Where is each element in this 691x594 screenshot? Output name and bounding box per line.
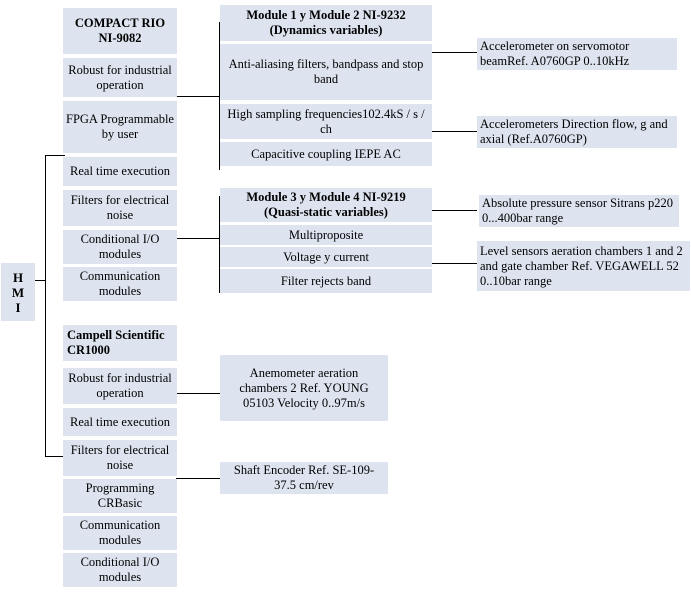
sensor-accelerometer-beam: Accelerometer on servomotor beamRef. A0760GP 0..10kHz (477, 38, 677, 70)
campbell-item-filters: Filters for electrical noise (63, 440, 177, 476)
campbell-title-box: Campell Scientific CR1000 (63, 325, 177, 361)
module12-item-sampling: High sampling frequencies102.4kS / s / ch (220, 104, 432, 139)
hmi-letter-m: M (11, 284, 25, 300)
link-to-accelerometer-beam (432, 52, 477, 53)
compact-rio-title: COMPACT RIO (74, 16, 166, 30)
compact-rio-item-conditional-io: Conditional I/O modules (63, 230, 177, 264)
campbell-item-realtime: Real time execution (63, 408, 177, 436)
hmi-link-line (35, 280, 46, 281)
link-to-shaft-encoder (176, 478, 220, 479)
module12-item-coupling: Capacitive coupling IEPE AC (220, 142, 432, 166)
link-campbell (45, 456, 65, 457)
link-to-anemometer (176, 393, 220, 394)
module12-title: Module 1 y Module 2 NI-9232 (246, 8, 406, 22)
link-to-level-sensors (432, 263, 477, 264)
hmi-letter-i: I (15, 299, 21, 315)
link-rio-to-module34 (176, 238, 220, 239)
module12-subtitle: (Dynamics variables) (269, 23, 383, 37)
module34-item-multiproposite: Multiproposite (220, 225, 432, 245)
campbell-item-robust: Robust for industrial operation (63, 368, 177, 404)
compact-rio-item-realtime: Real time execution (63, 157, 177, 186)
compact-rio-item-filters: Filters for electrical noise (63, 190, 177, 226)
sensor-anemometer: Anemometer aeration chambers 2 Ref. YOUNG 05103 Velocity 0..97m/s (220, 355, 388, 421)
link-compact-rio (45, 155, 65, 156)
module34-title: Module 3 y Module 4 NI-9219 (246, 190, 406, 204)
hmi-trunk-line (45, 155, 46, 457)
compact-rio-item-robust: Robust for industrial operation (63, 58, 177, 97)
sensor-shaft-encoder: Shaft Encoder Ref. SE-109-37.5 cm/rev (220, 462, 388, 494)
compact-rio-item-communication: Communication modules (63, 267, 177, 301)
compact-rio-title-box (63, 8, 177, 54)
sensor-pressure: Absolute pressure sensor Sitrans p220 0...400bar range (479, 195, 679, 227)
link-to-pressure-sensor (432, 210, 477, 211)
campbell-item-programming: Programming CRBasic (63, 479, 177, 513)
link-rio-to-module12 (176, 96, 220, 97)
hmi-letter-h: H (12, 269, 24, 285)
sensor-accelerometer-direction: Accelerometers Direction flow, g and axial (Ref.A0760GP) (477, 116, 677, 148)
link-to-accelerometer-direction (432, 131, 477, 132)
module12-title-box (220, 5, 432, 41)
campbell-item-conditional-io: Conditional I/O modules (63, 553, 177, 587)
compact-rio-item-fpga: FPGA Programmable by user (63, 101, 177, 153)
module34-item-filter: Filter rejects band (220, 269, 432, 293)
compact-rio-model: NI-9082 (98, 31, 142, 45)
module12-item-filters: Anti-aliasing filters, bandpass and stop band (220, 44, 432, 100)
sensor-level: Level sensors aeration chambers 1 and 2 and gate chamber Ref. VEGAWELL 52 0..10bar range (477, 241, 690, 291)
hmi-box (1, 263, 35, 321)
campbell-item-communication: Communication modules (63, 516, 177, 550)
module34-subtitle: (Quasi-static variables) (264, 205, 388, 219)
module34-title-box (220, 188, 432, 222)
module34-item-voltage: Voltage y current (220, 247, 432, 267)
